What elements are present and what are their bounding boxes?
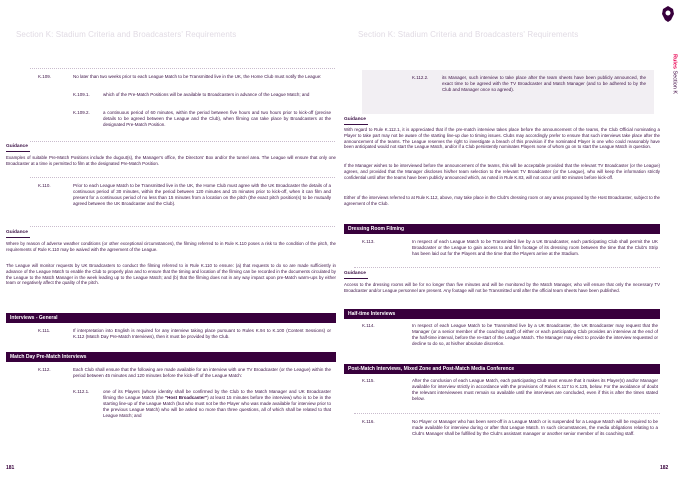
guidance-heading: Guidance: [6, 144, 28, 149]
section-bar-half-time: Half-time Interviews: [344, 309, 660, 319]
subrule-number-k109-1: K.109.1.: [73, 92, 90, 97]
side-tab-section: Section K: [671, 70, 678, 95]
subrule-text-k112-1-pre: one of its Players (whose identity shall be confirmed by the Club to the Match Manager and UK Broadcaster filming the League Match (the: [103, 389, 331, 400]
guidance-text: Examples of suitable Pre-Match Positions include the dugout(s), the Manager's office, the Directors' Box and/or the tunnel area. The League will ensure that only one Broadcaster at a time is permitted to film at the designated Pre-Match Position.: [6, 155, 336, 166]
rule-number-k113: K.113.: [362, 239, 375, 244]
guidance-underline: [344, 278, 368, 279]
rule-text-k115: After the conclusion of each League Match, each participating Club must ensure that it makes its Player(s) and/or Manager available for interview strictly in accordance with the provisions of Rules K.117 to K.125, below. For the avoidance of doubt the relevant interviewees must remain so available until the interviews are concluded, even if this is after the times stated below.: [412, 378, 658, 401]
rule-number-k109: K.109.: [38, 74, 52, 79]
rule-text-k110: Prior to each League Match to be Transmitted live in the UK, the Home Club must agree with the UK Broadcaster the details of a continuous period of 30 minutes, within the period between 120 minutes and 15 minutes prior to kick-off, when it can film and present for a continuous period of no less than 15 minutes from a location on the pitch (the exact pitch position(s) to be mutually agreed between the UK Broadcaster and the Club).: [73, 183, 331, 206]
rule-text-k114: In respect of each League Match to be Transmitted live by a UK Broadcaster, the UK Broadcaster may request that the Manager (or a senior member of the coaching staff) of either or each participating Club provides an interview at the end of the half-time interval, before the re-start of the League Match. The Manager may elect to provide the interview requested or decline to do so, at his/her absolute discretion.: [412, 323, 658, 346]
right-section-title: Section K: Stadium Criteria and Broadcasters' Requirements: [358, 30, 579, 39]
section-bar-dressing-room: Dressing Room Filming: [344, 224, 660, 234]
rule-number-k111: K.111.: [38, 328, 51, 333]
guidance-heading: Guidance: [344, 117, 366, 122]
rule-divider: [30, 68, 335, 69]
left-section-title: Section K: Stadium Criteria and Broadcasters' Requirements: [16, 30, 237, 39]
rule-divider: [30, 226, 335, 227]
guidance-underline: [344, 124, 368, 125]
rule-divider: [354, 267, 660, 268]
subrule-number-k112-1: K.112.1.: [73, 389, 90, 394]
rule-number-k116: K.116.: [362, 419, 375, 424]
guidance-text: If the Manager wishes to be interviewed before the announcement of the teams, this will be acceptable provided that the relevant TV Broadcaster (or the League) agrees, and provided that the Manager discloses his/her team selection to the relevant TV Broadcaster (or the League), who will keep the information strictly confidential until after the teams have been publicly announced which, as noted in Rule K.83, will not occur until 60 minutes before kick-off.: [344, 163, 660, 180]
subrule-text-k109-1: which of the Pre-Match Positions will be available to Broadcasters in advance of the League Match; and: [103, 92, 310, 97]
subrule-text-k112-1-post: ) at least 15 minutes before the interview) who is to be in the starting line-up of the League Match (but who must not be the Player who was made available for interview prior to the previous League Match) who will be asked no more than three questions, all of which shall be related to that League Match; and: [103, 394, 331, 418]
page-number-left: 181: [6, 465, 15, 471]
section-bar-post-match: Post-Match Interviews, Mixed Zone and Post-Match Media Conference: [344, 364, 660, 374]
guidance-text: The League will monitor requests by UK Broadcasters to conduct the filming referred to in Rule K.110 to ensure: (a) that requests to do so are made sufficiently in advance of the League Match to enable the Club to properly plan and to ensure that the timing and location of the filming can be recorded in the documents circulated by the League to the Match Manager in the week leading up to the League Match; and (b) that the filming does not in any way impact upon pre-Match warm-ups by either team or negatively affect the quality of the pitch.: [6, 263, 336, 286]
rule-text-k109: No later than two weeks prior to each League Match to be Transmitted live in the UK, the Home Club must notify the League:: [73, 74, 322, 79]
section-bar-match-day-pre-match: Match Day Pre-Match Interviews: [6, 352, 336, 362]
subrule-text-k112-2: its Manager, such interview to take place after the team sheets have been publicly announced, the exact time to be agreed with the TV Broadcaster and Match Manager (and to be adhered to by the Club and Manager once so agreed).: [442, 75, 646, 92]
rule-text-k111: If interpretation into English is required for any interview taking place pursuant to Rules K.94 to K.100 (Content Sessions) or K.112 (Match Day Pre-Match Interviews), then it must be provided by the Club.: [73, 328, 331, 339]
guidance-text: With regard to Rule K.112.1, it is appreciated that if the pre-match interview takes place before the announcement of the teams, the Club Official nominating a Player to take part may not be aware of the starting line-up due to timing issues. Clubs may accordingly prefer to ensure that such interviews take place after the announcement of the teams. The League reserves the right to investigate a breach of this provision if the nominated Player is one who could reasonably have been anticipated would not start the League Match, and/or if a Club persistently nominates Players none of whom go on to start the League Match in question.: [344, 127, 660, 150]
section-bar-interviews-general: Interviews - General: [6, 313, 336, 323]
rule-divider: [30, 141, 335, 142]
rule-text-k116: No Player or Manager who has been sent-off in a League Match or is suspended for a League Match will be required to be made available for interview during or after that League Match. In such circumstances, the media obligations relating to a Club's Manager shall be fulfilled by the Club's assistant manager or another senior member of its coaching staff.: [412, 419, 658, 436]
rule-number-k115: K.115.: [362, 378, 375, 383]
rule-divider: [354, 413, 660, 414]
rule-text-k113: In respect of each League Match to be Transmitted live by a UK Broadcaster, each participating Club shall permit the UK Broadcaster or the League to gain access to and film footage of its dressing room between the time that the Club's Strip has been laid out for the Players and the time that the Players arrive at the Stadium.: [412, 239, 658, 256]
guidance-heading: Guidance: [344, 271, 366, 276]
guidance-text: Access to the dressing rooms will be for no longer than five minutes and will be monitored by the Match Manager, who will ensure that only the necessary TV Broadcaster and/or League personnel are present. Any footage will not be Transmitted until after the official team sheets have been published.: [344, 282, 660, 293]
right-page: [340, 0, 680, 483]
subrule-text-k109-2: a continuous period of 60 minutes, within the period between five hours and two hours prior to kick-off (precise details to be agreed between the League and the Club), when filming can take place by Broadcasters at the designated Pre-Match Position.: [103, 110, 331, 127]
rule-text-k112: Each Club shall ensure that the following are made available for an interview with one TV Broadcaster (or the League) within the period between 45 minutes and 120 minutes before the kick-off of the League Match:: [73, 367, 331, 378]
subrule-text-k112-1: [103, 389, 331, 419]
subrule-number-k109-2: K.109.2.: [73, 110, 90, 115]
subrule-number-k112-2: K.112.2.: [412, 75, 429, 80]
side-tab-rules: Rules: [671, 54, 678, 69]
rule-number-k114: K.114.: [362, 323, 375, 328]
rule-number-k112: K.112.: [38, 367, 51, 372]
guidance-underline: [6, 237, 30, 238]
premier-league-lion-icon: [661, 6, 675, 22]
guidance-underline: [6, 151, 30, 152]
host-broadcaster-term: "Host Broadcaster": [165, 394, 208, 400]
guidance-text: Where by reason of adverse weather conditions (or other exceptional circumstances), the filming referred to in Rule K.110 poses a risk to the condition of the pitch, the requirements of Rule K.110 may be waived with the agreement of the League.: [6, 241, 336, 252]
guidance-heading: Guidance: [6, 230, 28, 235]
guidance-text: Either of the interviews referred to at Rule K.112, above, may take place in the Club's dressing room or any areas proposed by the Host Broadcaster, subject to the agreement of the Club.: [344, 195, 660, 206]
page-number-right: 182: [660, 465, 669, 471]
rule-divider: [30, 177, 335, 178]
rule-number-k110: K.110.: [38, 183, 51, 188]
side-tab: [668, 52, 680, 132]
